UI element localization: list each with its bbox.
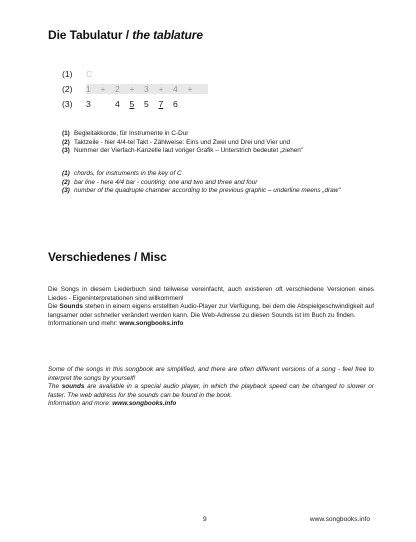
tab-bar-cell: + [158,83,164,94]
page-number: 9 [203,516,207,523]
note-text: bar line - here 4/4 bar - counting: one and two and three and four [74,178,258,186]
note-item [62,170,392,179]
para-text: The [48,383,62,391]
tab-bar-cell: + [129,83,135,94]
note-text: number of the quadruple chamber according to the previous graphic – underline meens „draw" [74,187,341,195]
tab-row-label: (2) [62,83,73,94]
website-link[interactable]: www.songbooks.info [112,400,177,408]
tab-bar-cell: + [100,83,106,94]
tab-hole-cell-draw: 5 [129,98,135,109]
footer-website[interactable]: www.songbooks.info [309,516,370,523]
tab-row-bar [62,81,232,96]
misc-paragraph-en [48,366,374,409]
tablature-heading-en: the tablature [132,28,203,42]
tab-hole-cell: 3 [86,98,91,109]
note-tag: (3) [62,187,70,195]
note-text: Begleitakkorde, für Instrumente in C-Dur [74,130,189,137]
misc-paragraph-de [48,286,374,329]
para-bold: Sounds [59,303,83,311]
note-text: Taktzeile - hier 4/4-tel Takt - Zählweise: Eins und Zwei und Drei und Vier und [74,138,291,146]
tablature-example [62,66,232,111]
para-text: Information and more: [48,400,113,408]
note-item [62,130,392,139]
note-tag: (3) [62,147,70,155]
tab-bar-cell: + [187,83,193,94]
para-line [48,400,374,409]
tab-hole-cell: 5 [144,98,149,109]
tab-bar-cell: 4 [173,83,178,94]
note-tag: (2) [62,138,70,146]
para-line [48,303,374,320]
tab-bar-cell: 3 [144,83,149,94]
note-item [62,139,392,148]
tablature-heading [48,28,203,42]
note-tag: (2) [62,178,70,186]
tab-row-holes [62,96,232,111]
tab-bar-cell: 2 [115,83,120,94]
tab-hole-cell-draw: 7 [158,98,164,109]
note-item [62,187,392,196]
para-text: Die [48,303,60,311]
tab-row-label: (3) [62,98,73,109]
note-item [62,179,392,188]
tablature-notes-en [62,170,392,196]
tablature-heading-de: Die Tabulatur / [48,28,133,42]
para-line: Some of the songs in this songbook are simplified, and there are often different versions of a song - feel free to interpret the songs by yourself! [48,366,374,382]
website-link[interactable]: www.songbooks.info [119,320,184,328]
tab-chord-cell: C [86,68,93,79]
note-text: chords, for instruments in the key of C [74,170,182,177]
para-text: are available in a special audio player, in which the playback speed can be changed to slower or faster. The web address for the sounds can be found in the book. [48,383,374,399]
note-text: Nummer der Vierfach-Kanzelle laut voriger Grafik – Unterstrich bedeutet „ziehen" [74,147,304,155]
tab-row-label: (1) [62,68,73,79]
tab-hole-cell: 6 [173,98,178,109]
note-item [62,147,392,156]
misc-heading: Verschiedenes / Misc [48,250,167,264]
note-tag: (1) [62,170,70,177]
para-bold: sounds [61,383,85,391]
para-text: stehen in einem eigens erstellten Audio-Player zur Verfügung, bei dem die Abspielgeschwindigkeit auf langsamer oder schneller verändert werden kann. Die Web-Adresse zu diesen Sounds ist im Buch zu finden. [48,303,374,319]
para-line [48,383,374,400]
para-line: Die Songs in diesem Liederbuch sind teilweise vereinfacht, auch existieren oft verschiedene Versionen eines Liedes - Eigeninterpretationen sind willkommen! [48,286,374,302]
tab-row-chords [62,66,232,81]
tab-hole-cell [101,99,116,109]
tab-bar-cell: 1 [86,83,91,94]
tab-hole-cell: 4 [115,98,120,109]
para-line [48,320,374,329]
para-text: Informationen und mehr: [48,320,120,328]
note-tag: (1) [62,130,70,137]
tablature-notes-de [62,130,392,156]
